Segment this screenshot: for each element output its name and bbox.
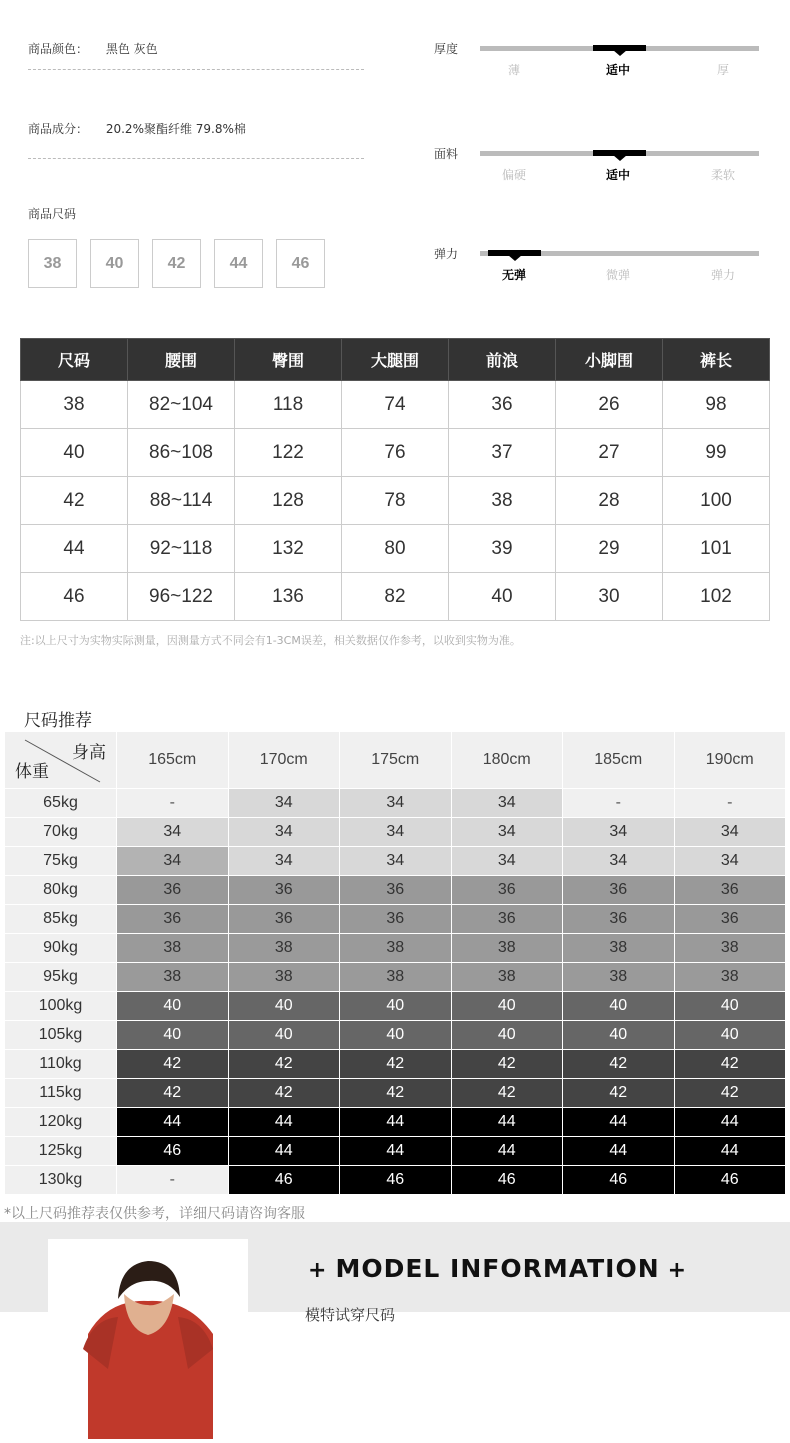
weight-cell: 130kg <box>5 1166 117 1195</box>
size-cell: 40 <box>451 1021 563 1050</box>
size-cell: 38 <box>228 963 340 992</box>
table-row <box>5 905 786 934</box>
weight-cell: 80kg <box>5 876 117 905</box>
size-cell: 34 <box>563 818 675 847</box>
table-row <box>5 818 786 847</box>
size-cell: 34 <box>340 818 452 847</box>
table-cell: 39 <box>449 525 556 573</box>
table-row <box>5 789 786 818</box>
size-cell: - <box>563 789 675 818</box>
size-cell: 40 <box>674 1021 786 1050</box>
weight-cell: 65kg <box>5 789 117 818</box>
slider-track <box>480 251 759 256</box>
table-cell: 42 <box>21 477 128 525</box>
size-cell: 40 <box>451 992 563 1021</box>
table-cell: 82~104 <box>128 381 235 429</box>
weight-cell: 100kg <box>5 992 117 1021</box>
size-cell: 38 <box>674 963 786 992</box>
size-cell: 44 <box>340 1108 452 1137</box>
size-cell: 40 <box>563 1021 675 1050</box>
size-label: 商品尺码 <box>28 207 77 221</box>
table-row <box>21 429 770 477</box>
size-cell: 38 <box>340 963 452 992</box>
corner-height-label: 身高 <box>72 743 106 763</box>
table-row <box>5 1108 786 1137</box>
slider-option: 厚 <box>716 63 730 77</box>
table-cell: 100 <box>663 477 770 525</box>
size-cell: 34 <box>451 847 563 876</box>
color-info <box>28 40 158 57</box>
size-cell: 40 <box>228 992 340 1021</box>
size-cell: 36 <box>451 876 563 905</box>
table-row <box>5 992 786 1021</box>
table-row <box>5 1050 786 1079</box>
header-size: 尺码 <box>21 339 128 381</box>
size-cell: 40 <box>674 992 786 1021</box>
material-value: 20.2%聚酯纤维 79.8%棉 <box>105 122 246 136</box>
slider-marker <box>593 45 646 51</box>
slider-marker <box>593 150 646 156</box>
model-photo-illustration <box>48 1239 248 1439</box>
size-cell: 44 <box>117 1108 229 1137</box>
plus-icon: + <box>667 1258 688 1283</box>
size-cell: 36 <box>674 876 786 905</box>
table-cell: 122 <box>235 429 342 477</box>
table-cell: 38 <box>449 477 556 525</box>
size-cell: 42 <box>674 1050 786 1079</box>
size-cell: 34 <box>228 847 340 876</box>
size-cell: 40 <box>117 1021 229 1050</box>
corner-weight-label: 体重 <box>15 762 49 782</box>
corner-header <box>5 732 117 789</box>
color-label: 商品颜色： <box>28 42 89 56</box>
table-row <box>5 963 786 992</box>
size-cell: 44 <box>340 1137 452 1166</box>
size-cell: 38 <box>563 963 675 992</box>
table-cell: 46 <box>21 573 128 621</box>
slider-option: 弹力 <box>710 268 736 282</box>
size-cell: 42 <box>228 1079 340 1108</box>
table-row <box>5 1021 786 1050</box>
size-option-38[interactable]: 38 <box>28 239 77 288</box>
size-cell: - <box>117 789 229 818</box>
weight-cell: 95kg <box>5 963 117 992</box>
header-front-rise: 前浪 <box>449 339 556 381</box>
table-cell: 28 <box>556 477 663 525</box>
material-label: 商品成分： <box>28 122 89 136</box>
size-cell: - <box>117 1166 229 1195</box>
header-thigh: 大腿围 <box>342 339 449 381</box>
recommend-title: 尺码推荐 <box>24 711 92 731</box>
table-cell: 80 <box>342 525 449 573</box>
size-cell: 34 <box>340 789 452 818</box>
weight-cell: 85kg <box>5 905 117 934</box>
slider-option-active: 适中 <box>605 63 631 77</box>
table-cell: 26 <box>556 381 663 429</box>
size-cell: 34 <box>674 847 786 876</box>
weight-cell: 115kg <box>5 1079 117 1108</box>
size-cell: 36 <box>117 905 229 934</box>
slider-track <box>480 151 759 156</box>
size-cell: 38 <box>340 934 452 963</box>
model-subtitle: 模特试穿尺码 <box>305 1306 396 1324</box>
size-option-42[interactable]: 42 <box>152 239 201 288</box>
table-cell: 40 <box>449 573 556 621</box>
size-cell: 42 <box>563 1050 675 1079</box>
table-row <box>5 1137 786 1166</box>
weight-cell: 90kg <box>5 934 117 963</box>
size-cell: 34 <box>674 818 786 847</box>
weight-cell: 70kg <box>5 818 117 847</box>
size-options <box>28 239 325 288</box>
table-cell: 74 <box>342 381 449 429</box>
size-cell: 42 <box>451 1050 563 1079</box>
size-cell: 38 <box>451 963 563 992</box>
slider-option-active: 无弹 <box>501 268 527 282</box>
slider-option: 偏硬 <box>501 168 527 182</box>
table-cell: 30 <box>556 573 663 621</box>
size-cell: 36 <box>228 905 340 934</box>
size-cell: 38 <box>228 934 340 963</box>
height-header: 175cm <box>340 732 452 789</box>
table-cell: 98 <box>663 381 770 429</box>
table-cell: 132 <box>235 525 342 573</box>
table-row <box>5 1166 786 1195</box>
header-hip: 臀围 <box>235 339 342 381</box>
table-cell: 37 <box>449 429 556 477</box>
size-cell: 42 <box>451 1079 563 1108</box>
divider <box>28 158 364 159</box>
size-cell: 42 <box>340 1050 452 1079</box>
model-title <box>300 1254 695 1283</box>
size-cell: 34 <box>228 789 340 818</box>
size-table-note: 注:以上尺寸为实物实际测量，因测量方式不同会有1-3CM误差，相关数据仅作参考，以收到实物为准。 <box>20 634 521 647</box>
size-cell: 36 <box>117 876 229 905</box>
size-table <box>20 338 770 621</box>
divider <box>28 69 364 70</box>
size-cell: 44 <box>674 1137 786 1166</box>
size-cell: 34 <box>228 818 340 847</box>
size-cell: 42 <box>117 1050 229 1079</box>
size-cell: 44 <box>563 1137 675 1166</box>
size-cell: 38 <box>117 934 229 963</box>
size-cell: 46 <box>117 1137 229 1166</box>
size-cell: 46 <box>451 1166 563 1195</box>
size-cell: 38 <box>674 934 786 963</box>
size-cell: 36 <box>228 876 340 905</box>
size-cell: 42 <box>340 1079 452 1108</box>
table-cell: 40 <box>21 429 128 477</box>
table-cell: 27 <box>556 429 663 477</box>
size-option-40[interactable]: 40 <box>90 239 139 288</box>
header-waist: 腰围 <box>128 339 235 381</box>
size-cell: 44 <box>563 1108 675 1137</box>
recommend-table <box>4 731 786 1195</box>
table-cell: 78 <box>342 477 449 525</box>
table-cell: 29 <box>556 525 663 573</box>
table-cell: 86~108 <box>128 429 235 477</box>
size-cell: 38 <box>117 963 229 992</box>
table-cell: 101 <box>663 525 770 573</box>
size-cell: 36 <box>563 905 675 934</box>
table-cell: 118 <box>235 381 342 429</box>
model-title-text: MODEL INFORMATION <box>335 1254 660 1283</box>
size-cell: 38 <box>451 934 563 963</box>
model-photo <box>48 1239 248 1439</box>
size-cell: 34 <box>117 847 229 876</box>
color-value: 黑色 灰色 <box>105 42 158 56</box>
height-header: 190cm <box>674 732 786 789</box>
size-cell: 42 <box>228 1050 340 1079</box>
table-cell: 136 <box>235 573 342 621</box>
size-option-46[interactable]: 46 <box>276 239 325 288</box>
size-cell: 42 <box>674 1079 786 1108</box>
size-cell: 34 <box>340 847 452 876</box>
table-row <box>5 934 786 963</box>
table-row <box>5 847 786 876</box>
table-cell: 36 <box>449 381 556 429</box>
size-cell: 40 <box>228 1021 340 1050</box>
weight-cell: 105kg <box>5 1021 117 1050</box>
size-cell: 36 <box>340 876 452 905</box>
size-cell: 36 <box>674 905 786 934</box>
slider-label: 面料 <box>434 147 459 161</box>
size-option-44[interactable]: 44 <box>214 239 263 288</box>
plus-icon: + <box>308 1258 328 1283</box>
size-cell: 46 <box>563 1166 675 1195</box>
table-cell: 92~118 <box>128 525 235 573</box>
model-info-section <box>0 1222 790 1324</box>
slider-option: 薄 <box>507 63 521 77</box>
slider-marker <box>488 250 541 256</box>
table-row <box>5 876 786 905</box>
size-cell: 36 <box>451 905 563 934</box>
header-leg-opening: 小脚围 <box>556 339 663 381</box>
size-cell: 36 <box>340 905 452 934</box>
size-cell: 38 <box>563 934 675 963</box>
height-header: 165cm <box>117 732 229 789</box>
material-info <box>28 120 246 137</box>
table-row <box>21 477 770 525</box>
size-cell: 44 <box>451 1108 563 1137</box>
height-header: 185cm <box>563 732 675 789</box>
table-row <box>21 525 770 573</box>
slider-label: 弹力 <box>434 247 459 261</box>
size-cell: 40 <box>340 1021 452 1050</box>
size-cell: 46 <box>340 1166 452 1195</box>
size-cell: 46 <box>228 1166 340 1195</box>
table-cell: 99 <box>663 429 770 477</box>
slider-track <box>480 46 759 51</box>
slider-label: 厚度 <box>434 42 459 56</box>
recommend-note: *以上尺码推荐表仅供参考，详细尺码请咨询客服 <box>4 1206 305 1222</box>
recommend-body <box>5 789 786 1195</box>
slider-option: 柔软 <box>710 168 736 182</box>
table-cell: 128 <box>235 477 342 525</box>
size-cell: 34 <box>117 818 229 847</box>
table-row <box>5 1079 786 1108</box>
size-cell: 44 <box>674 1108 786 1137</box>
table-row <box>21 381 770 429</box>
size-cell: - <box>674 789 786 818</box>
size-cell: 40 <box>340 992 452 1021</box>
weight-cell: 75kg <box>5 847 117 876</box>
size-cell: 34 <box>451 789 563 818</box>
table-cell: 96~122 <box>128 573 235 621</box>
size-cell: 40 <box>563 992 675 1021</box>
size-cell: 34 <box>451 818 563 847</box>
size-cell: 42 <box>117 1079 229 1108</box>
table-cell: 88~114 <box>128 477 235 525</box>
size-cell: 42 <box>563 1079 675 1108</box>
header-length: 裤长 <box>663 339 770 381</box>
table-cell: 102 <box>663 573 770 621</box>
size-table-header <box>21 339 770 381</box>
table-cell: 44 <box>21 525 128 573</box>
height-header: 180cm <box>451 732 563 789</box>
weight-cell: 120kg <box>5 1108 117 1137</box>
table-cell: 82 <box>342 573 449 621</box>
slider-option-active: 适中 <box>605 168 631 182</box>
size-cell: 36 <box>563 876 675 905</box>
size-cell: 34 <box>563 847 675 876</box>
size-cell: 44 <box>228 1108 340 1137</box>
weight-cell: 110kg <box>5 1050 117 1079</box>
size-cell: 44 <box>228 1137 340 1166</box>
table-cell: 76 <box>342 429 449 477</box>
table-row <box>21 573 770 621</box>
height-header: 170cm <box>228 732 340 789</box>
table-cell: 38 <box>21 381 128 429</box>
slider-option: 微弹 <box>605 268 631 282</box>
size-cell: 44 <box>451 1137 563 1166</box>
size-cell: 40 <box>117 992 229 1021</box>
size-cell: 46 <box>674 1166 786 1195</box>
recommend-header <box>5 732 786 789</box>
weight-cell: 125kg <box>5 1137 117 1166</box>
